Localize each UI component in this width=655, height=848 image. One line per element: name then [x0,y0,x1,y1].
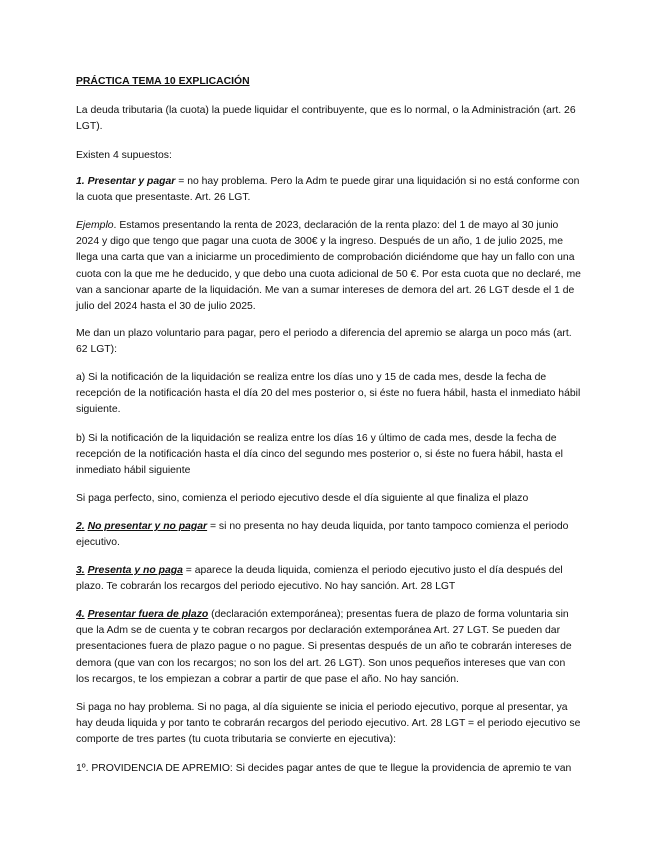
case-1-number: 1. [76,176,85,187]
intro-paragraph: La deuda tributaria (la cuota) la puede liquidar el contribuyente, que es lo normal, o la Administración (art. 26 LGT). [76,105,576,133]
case-4-title: Presentar fuera de plazo [87,609,209,620]
case-3-paragraph [76,563,581,595]
example-text: . Estamos presentando la renta de 2023, declaración de la renta plazo: del 1 de mayo al 30 junio 2024 y digo que tengo que pagar una cuota de 300€ y la ingreso. Después de un año, 1 de julio 2025, me llega una carta que van a iniciarme un procedimiento de comprobación diciéndome que hay un fallo con una cuota con la que me he deducido, y que debo una cuota adicional de 50 €. Por esta cuota que no declaré, me van a sancionar aparte de la liquidación. Me van a sumar intereses de demora del art. 26 LGT desde el 1 de julio del 2024 hasta el 30 de julio 2025. [76,220,581,313]
providencia-paragraph: 1º. PROVIDENCIA DE APREMIO: Si decides pagar antes de que te llegue la providencia de apremio te van [76,763,572,774]
case-1-paragraph [76,174,581,206]
case-3-title: Presenta y no paga [87,565,183,576]
supuestos-intro: Existen 4 supuestos: [76,150,172,161]
case-4-text: (declaración extemporánea); presentas fuera de plazo de forma voluntaria sin que la Adm se de cuenta y te cobran recargos por declaración extemporánea Art. 27 LGT. Se pueden dar presentaciones fuera de plazo pague o no pague. Si presentas después de un año te cobrarán intereses de demora (que van con los recargos; no son los del art. 26 LGT). Son unos pequeños intereses que van con los recargos, te los empiezan a cobrar a partir de que pase el año. No hay sanción. [76,609,572,685]
case-2-paragraph [76,519,581,551]
case-1-text: = no hay problema. Pero la Adm te puede girar una liquidación si no está conforme con la cuota que presentaste. Art. 26 LGT. [76,176,580,204]
item-b-paragraph: b) Si la notificación de la liquidación se realiza entre los días 16 y último de cada mes, desde la fecha de recepción de la notificación hasta el día cinco del segundo mes posterior o, si éste no fuera hábil, hasta el inmediato hábil siguiente [76,433,563,477]
plazo-paragraph: Me dan un plazo voluntario para pagar, pero el periodo a diferencia del apremio se alarga un poco más (art. 62 LGT): [76,328,572,356]
si-paga-paragraph: Si paga perfecto, sino, comienza el periodo ejecutivo desde el día siguiente al que finaliza el plazo [76,493,529,504]
case-2-text: = si no presenta no hay deuda liquida, por tanto tampoco comienza el periodo ejecutivo. [76,521,569,549]
case-3-text: = aparece la deuda liquida, comienza el periodo ejecutivo justo el día después del plazo. Te cobrarán los recargos del periodo ejecutivo. No hay sanción. Art. 28 LGT [76,565,563,593]
case-1-title: Presentar y pagar [87,176,176,187]
item-a-paragraph: a) Si la notificación de la liquidación se realiza entre los días uno y 15 de cada mes, desde la fecha de recepción de la notificación hasta el día 20 del mes posterior o, si éste no fuera hábil, hasta el inmediato hábil siguiente. [76,372,581,416]
document-title: PRÁCTICA TEMA 10 EXPLICACIÓN [76,76,250,87]
example-label: Ejemplo [76,220,114,231]
case-4-paragraph [76,607,581,688]
case-3-number: 3. [76,565,85,576]
case-2-title: No presentar y no pagar [87,521,208,532]
case-4-number: 4. [76,609,85,620]
example-paragraph [76,218,581,315]
si-paga-ejecutivo-paragraph: Si paga no hay problema. Si no paga, al día siguiente se inicia el periodo ejecutivo, porque al presentar, ya hay deuda liquida y por tanto te cobrarán recargos del periodo ejecutivo. Art. 28 LGT = el periodo ejecutivo se comporte de tres partes (tu cuota tributaria se convierte en ejecutiva): [76,702,581,746]
case-2-number: 2. [76,521,85,532]
